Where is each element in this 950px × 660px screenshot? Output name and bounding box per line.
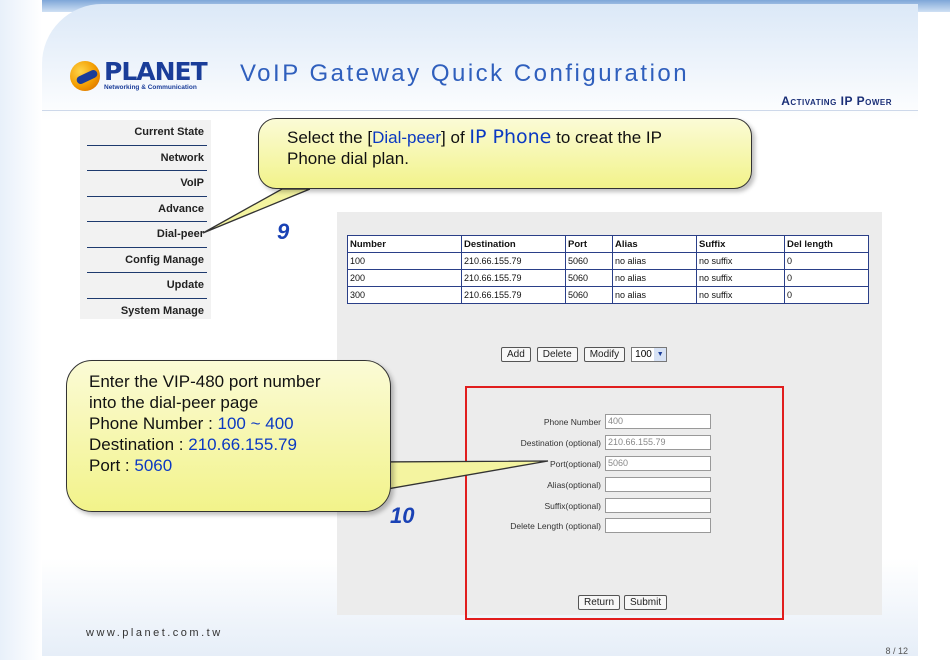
tagline: Activating IP Power	[781, 94, 892, 108]
field-label: Alias(optional)	[547, 479, 601, 490]
field-label: Suffix(optional)	[544, 500, 601, 511]
sidebar-item-current-state[interactable]: Current State	[80, 120, 211, 146]
table-cell: no alias	[613, 253, 697, 270]
suffix-input[interactable]	[605, 498, 711, 513]
table-header-row	[348, 236, 869, 253]
sidebar-item-system-manage[interactable]: System Manage	[120, 304, 204, 317]
table-cell: no suffix	[697, 253, 785, 270]
select-value: 100	[635, 349, 652, 360]
callout2-label: Phone Number :	[89, 414, 218, 433]
callout2-value: 210.66.155.79	[188, 435, 297, 454]
callout1-line2: Phone dial plan.	[287, 149, 409, 168]
table-row[interactable]	[348, 287, 869, 304]
table-cell: no suffix	[697, 287, 785, 304]
callout2-value: 5060	[134, 456, 173, 475]
chevron-down-icon: ▼	[654, 348, 666, 361]
callout2-destination	[89, 434, 390, 455]
callout2-value: 100 ~ 400	[217, 414, 294, 433]
table-actions	[501, 347, 667, 362]
table-row[interactable]	[348, 270, 869, 287]
submit-button[interactable]: Submit	[624, 595, 667, 610]
field-label: Port(optional)	[549, 458, 601, 469]
callout1-text: Select the [	[287, 128, 373, 147]
table-cell: 210.66.155.79	[462, 253, 566, 270]
callout2-phone-number	[89, 413, 390, 434]
table-cell: no alias	[613, 270, 697, 287]
table-cell: 5060	[566, 287, 613, 304]
page-title: VoIP Gateway Quick Configuration	[240, 60, 690, 87]
table-cell: 0	[785, 287, 869, 304]
left-edge	[0, 0, 42, 660]
dial-peer-table	[347, 235, 869, 304]
delete-length-input[interactable]	[605, 518, 711, 533]
form-row-delete-length	[465, 518, 711, 533]
table-cell: no suffix	[697, 270, 785, 287]
callout2-label: Destination :	[89, 435, 189, 454]
sidebar-menu	[80, 120, 211, 319]
callout2-line1: Enter the VIP-480 port number	[89, 372, 321, 391]
form-row-destination	[465, 435, 711, 450]
delete-button[interactable]: Delete	[537, 347, 578, 362]
field-label: Phone Number	[543, 416, 601, 427]
callout2-line2: into the dial-peer page	[89, 393, 259, 412]
modify-button[interactable]: Modify	[584, 347, 625, 362]
column-header: Number	[348, 236, 462, 253]
sidebar-item-network[interactable]: Network	[80, 146, 211, 172]
callout1-dial-peer: Dial-peer	[372, 128, 442, 147]
callout-enter-port	[66, 360, 391, 512]
column-header: Alias	[613, 236, 697, 253]
column-header: Destination	[462, 236, 566, 253]
port-input[interactable]: 5060	[605, 456, 711, 471]
table-row[interactable]	[348, 253, 869, 270]
table-cell: 100	[348, 253, 462, 270]
phone-number-input[interactable]: 400	[605, 414, 711, 429]
sidebar-item-config-manage[interactable]: Config Manage	[80, 248, 211, 274]
sidebar-item-dial-peer[interactable]: Dial-peer	[80, 222, 211, 248]
field-label: Destination (optional)	[520, 437, 601, 448]
header-divider	[42, 110, 918, 111]
column-header: Del length	[785, 236, 869, 253]
callout1-line1	[287, 127, 751, 148]
table-cell: 200	[348, 270, 462, 287]
sidebar-item-update[interactable]: Update	[80, 273, 211, 299]
form-actions	[578, 595, 667, 610]
callout2-port	[89, 455, 390, 476]
add-button[interactable]: Add	[501, 347, 531, 362]
alias-input[interactable]	[605, 477, 711, 492]
table-cell: 210.66.155.79	[462, 270, 566, 287]
column-header: Port	[566, 236, 613, 253]
callout1-ip-phone: IP Phone	[469, 126, 552, 148]
table-cell: no alias	[613, 287, 697, 304]
table-cell: 5060	[566, 253, 613, 270]
table-cell: 0	[785, 253, 869, 270]
logo-text: PLANET	[104, 57, 207, 86]
table-cell: 5060	[566, 270, 613, 287]
table-cell: 300	[348, 287, 462, 304]
callout-dial-peer	[258, 118, 752, 189]
callout2-label: Port :	[89, 456, 135, 475]
column-header: Suffix	[697, 236, 785, 253]
form-row-phone-number	[465, 414, 711, 429]
page-size-select[interactable]	[631, 347, 667, 362]
destination-input[interactable]: 210.66.155.79	[605, 435, 711, 450]
footer-url: www.planet.com.tw	[86, 627, 223, 639]
callout2-pointer	[370, 452, 550, 502]
sidebar-item-voip[interactable]: VoIP	[80, 171, 211, 197]
table-cell: 0	[785, 270, 869, 287]
page-number: 8 / 12	[885, 646, 908, 656]
logo-subtitle: Networking & Communication	[104, 84, 197, 91]
sidebar-item-advance[interactable]: Advance	[80, 197, 211, 223]
callout1-text: ] of	[441, 128, 470, 147]
step-number-10: 10	[390, 503, 415, 528]
table-cell: 210.66.155.79	[462, 287, 566, 304]
callout1-text: to creat the IP	[551, 128, 662, 147]
logo-globe-icon	[70, 61, 100, 91]
return-button[interactable]: Return	[578, 595, 620, 610]
planet-logo	[70, 57, 207, 91]
step-number-9: 9	[277, 219, 290, 244]
field-label: Delete Length (optional)	[510, 520, 601, 531]
